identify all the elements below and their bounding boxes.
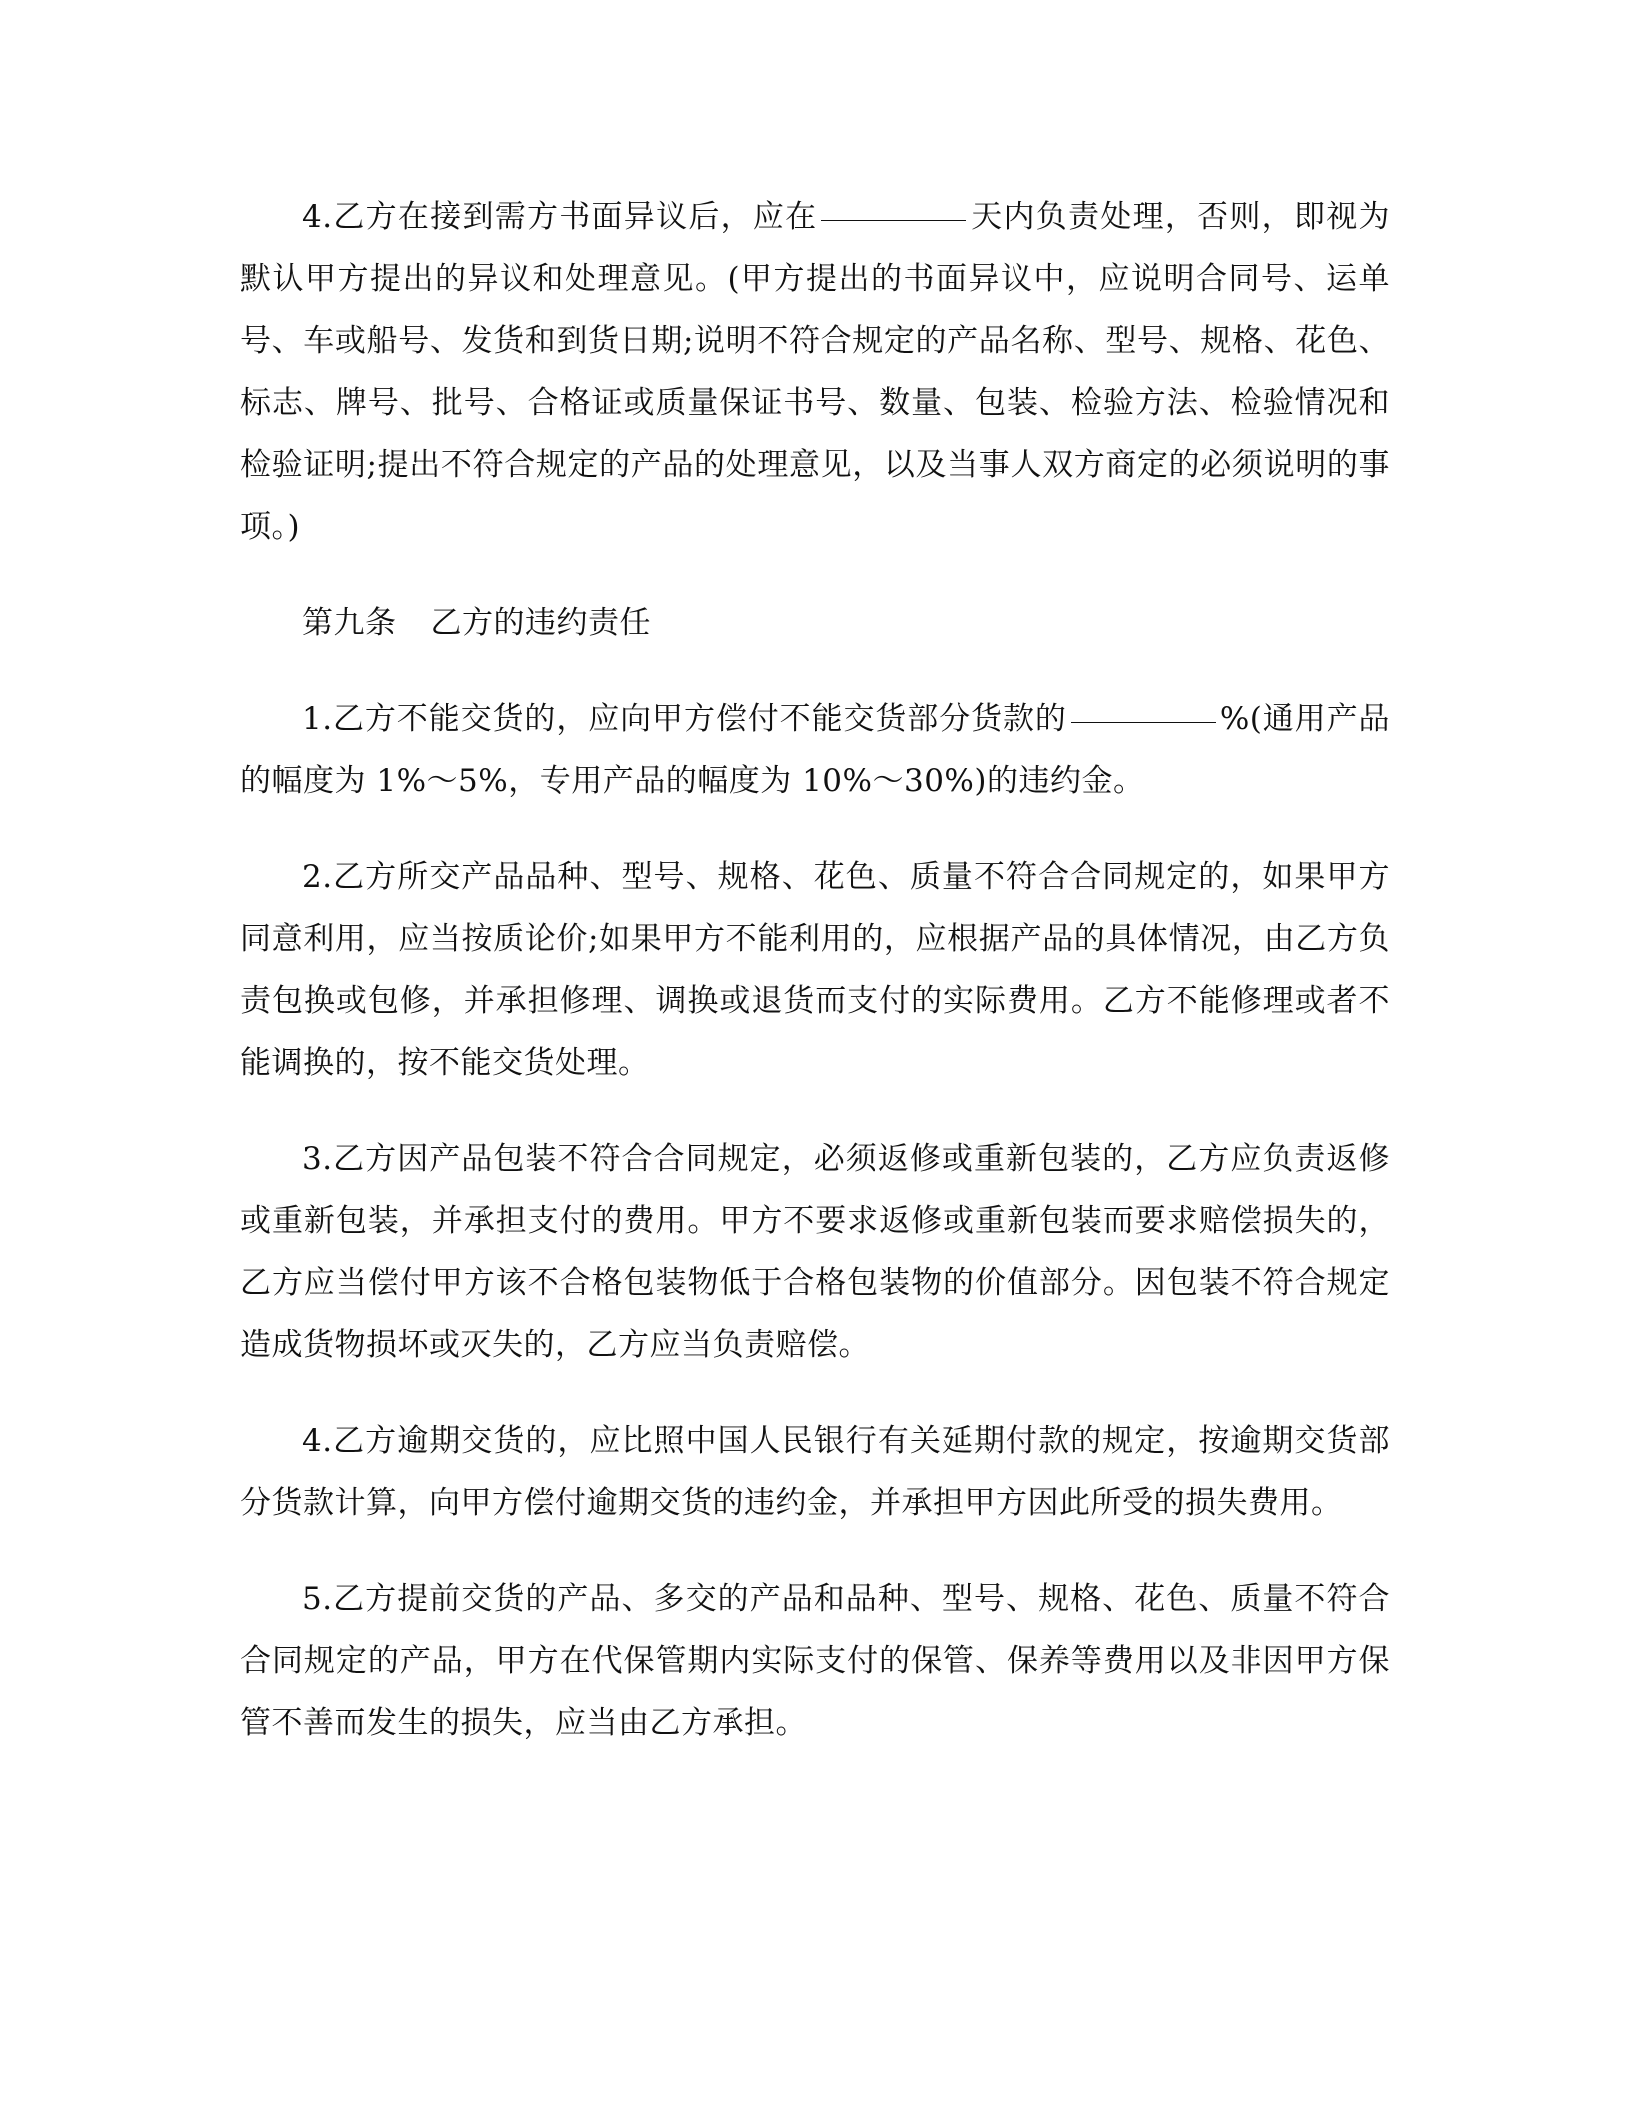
paragraph-non-delivery <box>240 688 1390 812</box>
fill-in-blank-days[interactable] <box>821 220 966 221</box>
paragraph-early-delivery: 5.乙方提前交货的产品、多交的产品和品种、型号、规格、花色、质量不符合合同规定的产品，甲方在代保管期内实际支付的保管、保养等费用以及非因甲方保管不善而发生的损失，应当由乙方承担。 <box>240 1581 1390 1741</box>
fill-in-blank-percent[interactable] <box>1071 722 1216 723</box>
paragraph-text: 1.乙方不能交货的，应向甲方偿付不能交货部分货款的 <box>302 701 1067 737</box>
paragraph-objection-handling <box>240 186 1390 558</box>
article-title: 乙方的违约责任 <box>430 605 651 641</box>
article-number: 第九条 <box>302 605 397 641</box>
paragraph-text: %(通用产品的幅度为 1%～5%，专用产品的幅度为 10%～30%)的违约金。 <box>240 701 1390 799</box>
paragraph-quality-nonconformity: 2.乙方所交产品品种、型号、规格、花色、质量不符合合同规定的，如果甲方同意利用，应当按质论价;如果甲方不能利用的，应根据产品的具体情况，由乙方负责包换或包修，并承担修理、调换或退货而支付的实际费用。乙方不能修理或者不能调换的，按不能交货处理。 <box>240 859 1390 1081</box>
document-body <box>240 186 1390 1788</box>
paragraph-late-delivery: 4.乙方逾期交货的，应比照中国人民银行有关延期付款的规定，按逾期交货部分货款计算，向甲方偿付逾期交货的违约金，并承担甲方因此所受的损失费用。 <box>240 1423 1390 1521</box>
article-heading <box>240 592 1390 654</box>
paragraph-text: 4.乙方在接到需方书面异议后，应在 <box>302 199 818 235</box>
paragraph-text: 天内负责处理，否则，即视为默认甲方提出的异议和处理意见。(甲方提出的书面异议中，应说明合同号、运单号、车或船号、发货和到货日期;说明不符合规定的产品名称、型号、规格、花色、标志、牌号、批号、合格证或质量保证书号、数量、包装、检验方法、检验情况和检验证明;提出不符合规定的产品的处理意见，以及当事人双方商定的必须说明的事项。) <box>240 199 1391 545</box>
paragraph-packaging-nonconformity: 3.乙方因产品包装不符合合同规定，必须返修或重新包装的，乙方应负责返修或重新包装，并承担支付的费用。甲方不要求返修或重新包装而要求赔偿损失的，乙方应当偿付甲方该不合格包装物低于合格包装物的价值部分。因包装不符合规定造成货物损坏或灭失的，乙方应当负责赔偿。 <box>240 1141 1390 1363</box>
